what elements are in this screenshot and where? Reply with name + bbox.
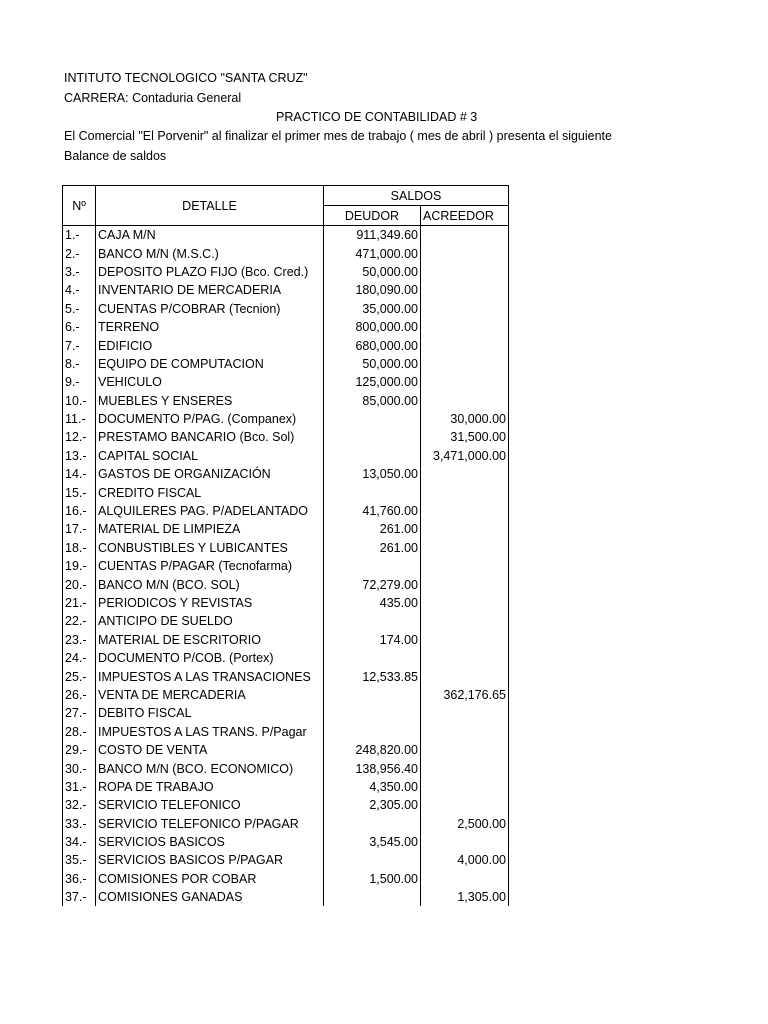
row-number: 32.- bbox=[63, 796, 96, 814]
row-acreedor bbox=[421, 741, 509, 759]
row-deudor: 435.00 bbox=[324, 594, 421, 612]
row-deudor bbox=[324, 483, 421, 501]
row-deudor: 261.00 bbox=[324, 539, 421, 557]
row-acreedor bbox=[421, 244, 509, 262]
row-detalle: CONBUSTIBLES Y LUBICANTES bbox=[96, 539, 324, 557]
table-row bbox=[63, 686, 509, 704]
row-deudor: 85,000.00 bbox=[324, 392, 421, 410]
row-deudor bbox=[324, 410, 421, 428]
row-detalle: ROPA DE TRABAJO bbox=[96, 778, 324, 796]
row-number: 12.- bbox=[63, 428, 96, 446]
table-row bbox=[63, 428, 509, 446]
row-number: 20.- bbox=[63, 575, 96, 593]
row-detalle: COMISIONES POR COBAR bbox=[96, 870, 324, 888]
row-acreedor bbox=[421, 373, 509, 391]
career-line: CARRERA: Contaduria General bbox=[64, 91, 242, 105]
row-number: 11.- bbox=[63, 410, 96, 428]
row-deudor: 50,000.00 bbox=[324, 355, 421, 373]
row-detalle: DOCUMENTO P/COB. (Portex) bbox=[96, 649, 324, 667]
col-header-deudor: DEUDOR bbox=[324, 206, 421, 226]
row-deudor: 180,090.00 bbox=[324, 281, 421, 299]
row-acreedor: 31,500.00 bbox=[421, 428, 509, 446]
row-number: 2.- bbox=[63, 244, 96, 262]
row-number: 18.- bbox=[63, 539, 96, 557]
table-row bbox=[63, 888, 509, 906]
row-acreedor bbox=[421, 539, 509, 557]
row-number: 29.- bbox=[63, 741, 96, 759]
table-row bbox=[63, 447, 509, 465]
row-acreedor bbox=[421, 870, 509, 888]
row-acreedor: 4,000.00 bbox=[421, 851, 509, 869]
col-header-saldos: SALDOS bbox=[324, 186, 509, 206]
table-row bbox=[63, 557, 509, 575]
row-number: 9.- bbox=[63, 373, 96, 391]
table-row bbox=[63, 612, 509, 630]
table-row bbox=[63, 318, 509, 336]
row-deudor: 1,500.00 bbox=[324, 870, 421, 888]
row-deudor bbox=[324, 447, 421, 465]
row-detalle: DOCUMENTO P/PAG. (Companex) bbox=[96, 410, 324, 428]
table-row bbox=[63, 796, 509, 814]
row-acreedor: 362,176.65 bbox=[421, 686, 509, 704]
row-deudor bbox=[324, 851, 421, 869]
row-detalle: SERVICIO TELEFONICO bbox=[96, 796, 324, 814]
row-detalle: IMPUESTOS A LAS TRANS. P/Pagar bbox=[96, 723, 324, 741]
row-deudor: 2,305.00 bbox=[324, 796, 421, 814]
row-number: 7.- bbox=[63, 336, 96, 354]
row-number: 24.- bbox=[63, 649, 96, 667]
row-deudor: 72,279.00 bbox=[324, 575, 421, 593]
table-row bbox=[63, 300, 509, 318]
row-deudor: 13,050.00 bbox=[324, 465, 421, 483]
institution-line: INTITUTO TECNOLOGICO "SANTA CRUZ" bbox=[64, 71, 308, 85]
row-deudor: 911,349.60 bbox=[324, 226, 421, 245]
row-number: 10.- bbox=[63, 392, 96, 410]
row-detalle: ALQUILERES PAG. P/ADELANTADO bbox=[96, 502, 324, 520]
row-number: 4.- bbox=[63, 281, 96, 299]
row-deudor: 248,820.00 bbox=[324, 741, 421, 759]
table-row bbox=[63, 539, 509, 557]
row-detalle: PRESTAMO BANCARIO (Bco. Sol) bbox=[96, 428, 324, 446]
row-acreedor bbox=[421, 778, 509, 796]
col-header-acreedor: ACREEDOR bbox=[421, 206, 509, 226]
row-deudor: 174.00 bbox=[324, 631, 421, 649]
row-acreedor bbox=[421, 631, 509, 649]
table-row bbox=[63, 741, 509, 759]
row-detalle: DEPOSITO PLAZO FIJO (Bco. Cred.) bbox=[96, 263, 324, 281]
row-deudor bbox=[324, 723, 421, 741]
row-acreedor bbox=[421, 502, 509, 520]
table-row bbox=[63, 281, 509, 299]
row-acreedor bbox=[421, 667, 509, 685]
row-detalle: BANCO M/N (BCO. SOL) bbox=[96, 575, 324, 593]
row-acreedor bbox=[421, 281, 509, 299]
row-deudor: 680,000.00 bbox=[324, 336, 421, 354]
row-acreedor bbox=[421, 263, 509, 281]
table-row bbox=[63, 465, 509, 483]
row-deudor bbox=[324, 612, 421, 630]
row-number: 33.- bbox=[63, 815, 96, 833]
table-row bbox=[63, 594, 509, 612]
row-detalle: VEHICULO bbox=[96, 373, 324, 391]
row-detalle: CAPITAL SOCIAL bbox=[96, 447, 324, 465]
table-row bbox=[63, 833, 509, 851]
row-detalle: CUENTAS P/PAGAR (Tecnofarma) bbox=[96, 557, 324, 575]
row-detalle: CAJA M/N bbox=[96, 226, 324, 245]
row-number: 34.- bbox=[63, 833, 96, 851]
row-number: 16.- bbox=[63, 502, 96, 520]
row-detalle: MATERIAL DE ESCRITORIO bbox=[96, 631, 324, 649]
row-detalle: CUENTAS P/COBRAR (Tecnion) bbox=[96, 300, 324, 318]
row-number: 37.- bbox=[63, 888, 96, 906]
balance-table bbox=[62, 185, 509, 906]
row-deudor: 35,000.00 bbox=[324, 300, 421, 318]
row-number: 14.- bbox=[63, 465, 96, 483]
row-number: 1.- bbox=[63, 226, 96, 245]
table-row bbox=[63, 575, 509, 593]
row-number: 35.- bbox=[63, 851, 96, 869]
row-detalle: PERIODICOS Y REVISTAS bbox=[96, 594, 324, 612]
row-detalle: VENTA DE MERCADERIA bbox=[96, 686, 324, 704]
row-detalle: GASTOS DE ORGANIZACIÓN bbox=[96, 465, 324, 483]
row-acreedor bbox=[421, 483, 509, 501]
row-acreedor bbox=[421, 649, 509, 667]
row-deudor: 471,000.00 bbox=[324, 244, 421, 262]
row-acreedor: 30,000.00 bbox=[421, 410, 509, 428]
row-number: 15.- bbox=[63, 483, 96, 501]
table-row bbox=[63, 355, 509, 373]
row-detalle: COMISIONES GANADAS bbox=[96, 888, 324, 906]
row-deudor: 3,545.00 bbox=[324, 833, 421, 851]
practice-title: PRACTICO DE CONTABILIDAD # 3 bbox=[276, 110, 478, 124]
row-number: 5.- bbox=[63, 300, 96, 318]
row-acreedor: 3,471,000.00 bbox=[421, 447, 509, 465]
row-deudor: 125,000.00 bbox=[324, 373, 421, 391]
row-detalle: COSTO DE VENTA bbox=[96, 741, 324, 759]
row-acreedor bbox=[421, 226, 509, 245]
row-number: 8.- bbox=[63, 355, 96, 373]
row-number: 3.- bbox=[63, 263, 96, 281]
row-deudor bbox=[324, 888, 421, 906]
row-acreedor bbox=[421, 392, 509, 410]
row-deudor: 41,760.00 bbox=[324, 502, 421, 520]
table-row bbox=[63, 226, 509, 245]
row-acreedor bbox=[421, 612, 509, 630]
table-row bbox=[63, 667, 509, 685]
row-deudor: 50,000.00 bbox=[324, 263, 421, 281]
row-acreedor: 2,500.00 bbox=[421, 815, 509, 833]
row-number: 13.- bbox=[63, 447, 96, 465]
table-row bbox=[63, 704, 509, 722]
row-detalle: EDIFICIO bbox=[96, 336, 324, 354]
row-detalle: BANCO M/N (M.S.C.) bbox=[96, 244, 324, 262]
row-acreedor bbox=[421, 575, 509, 593]
row-acreedor bbox=[421, 465, 509, 483]
row-deudor: 800,000.00 bbox=[324, 318, 421, 336]
row-detalle: SERVICIOS BASICOS bbox=[96, 833, 324, 851]
row-deudor bbox=[324, 649, 421, 667]
table-row bbox=[63, 263, 509, 281]
table-row bbox=[63, 410, 509, 428]
row-deudor bbox=[324, 428, 421, 446]
row-deudor bbox=[324, 686, 421, 704]
table-row bbox=[63, 520, 509, 538]
row-detalle: BANCO M/N (BCO. ECONOMICO) bbox=[96, 759, 324, 777]
row-deudor: 4,350.00 bbox=[324, 778, 421, 796]
row-deudor: 138,956.40 bbox=[324, 759, 421, 777]
col-header-detalle: DETALLE bbox=[96, 186, 324, 226]
row-detalle: INVENTARIO DE MERCADERIA bbox=[96, 281, 324, 299]
row-number: 36.- bbox=[63, 870, 96, 888]
table-row bbox=[63, 502, 509, 520]
row-number: 28.- bbox=[63, 723, 96, 741]
table-row bbox=[63, 244, 509, 262]
table-row bbox=[63, 631, 509, 649]
table-row bbox=[63, 759, 509, 777]
row-detalle: MATERIAL DE LIMPIEZA bbox=[96, 520, 324, 538]
row-detalle: ANTICIPO DE SUELDO bbox=[96, 612, 324, 630]
table-row bbox=[63, 778, 509, 796]
col-header-no: Nº bbox=[63, 186, 96, 226]
row-acreedor bbox=[421, 723, 509, 741]
row-number: 17.- bbox=[63, 520, 96, 538]
row-detalle: SERVICIOS BASICOS P/PAGAR bbox=[96, 851, 324, 869]
row-deudor bbox=[324, 704, 421, 722]
table-row bbox=[63, 649, 509, 667]
row-acreedor bbox=[421, 300, 509, 318]
row-number: 22.- bbox=[63, 612, 96, 630]
table-row bbox=[63, 336, 509, 354]
row-acreedor bbox=[421, 594, 509, 612]
row-acreedor bbox=[421, 355, 509, 373]
row-acreedor bbox=[421, 318, 509, 336]
table-row bbox=[63, 483, 509, 501]
row-detalle: SERVICIO TELEFONICO P/PAGAR bbox=[96, 815, 324, 833]
row-number: 27.- bbox=[63, 704, 96, 722]
row-acreedor bbox=[421, 759, 509, 777]
row-number: 31.- bbox=[63, 778, 96, 796]
row-number: 25.- bbox=[63, 667, 96, 685]
row-acreedor bbox=[421, 336, 509, 354]
row-acreedor bbox=[421, 796, 509, 814]
table-row bbox=[63, 373, 509, 391]
table-row bbox=[63, 870, 509, 888]
row-detalle: MUEBLES Y ENSERES bbox=[96, 392, 324, 410]
row-acreedor bbox=[421, 833, 509, 851]
table-row bbox=[63, 815, 509, 833]
row-detalle: EQUIPO DE COMPUTACION bbox=[96, 355, 324, 373]
row-number: 26.- bbox=[63, 686, 96, 704]
row-deudor: 12,533.85 bbox=[324, 667, 421, 685]
row-acreedor bbox=[421, 520, 509, 538]
row-acreedor: 1,305.00 bbox=[421, 888, 509, 906]
intro-line-1: El Comercial "El Porvenir" al finalizar el primer mes de trabajo ( mes de abril ) presenta el siguiente bbox=[64, 129, 612, 143]
table-body bbox=[63, 226, 509, 907]
row-detalle: CREDITO FISCAL bbox=[96, 483, 324, 501]
row-number: 6.- bbox=[63, 318, 96, 336]
row-acreedor bbox=[421, 557, 509, 575]
row-number: 23.- bbox=[63, 631, 96, 649]
row-number: 19.- bbox=[63, 557, 96, 575]
table-row bbox=[63, 392, 509, 410]
row-deudor: 261.00 bbox=[324, 520, 421, 538]
row-number: 21.- bbox=[63, 594, 96, 612]
row-detalle: IMPUESTOS A LAS TRANSACIONES bbox=[96, 667, 324, 685]
row-detalle: DEBITO FISCAL bbox=[96, 704, 324, 722]
row-detalle: TERRENO bbox=[96, 318, 324, 336]
table-row bbox=[63, 851, 509, 869]
intro-line-2: Balance de saldos bbox=[64, 149, 167, 163]
table-row bbox=[63, 723, 509, 741]
row-deudor bbox=[324, 557, 421, 575]
row-number: 30.- bbox=[63, 759, 96, 777]
row-deudor bbox=[324, 815, 421, 833]
row-acreedor bbox=[421, 704, 509, 722]
